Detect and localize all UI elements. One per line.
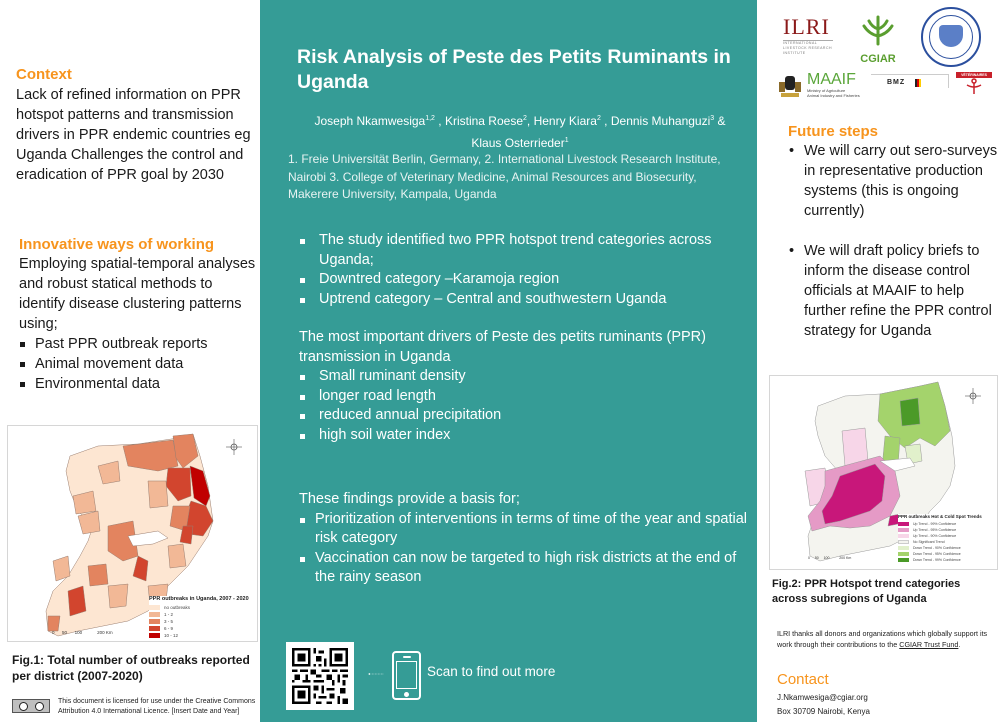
scan-label: Scan to find out more bbox=[427, 664, 556, 679]
cgiar-logo: CGIAR bbox=[853, 14, 903, 65]
north-arrow-icon bbox=[226, 439, 242, 455]
arrow-left-icon bbox=[360, 673, 392, 675]
basis-section bbox=[299, 490, 754, 588]
innovative-text: Employing spatial-temporal analyses and robust statical methods to identify disease clustering patterns using; bbox=[19, 256, 256, 332]
innovative-heading: Innovative ways of working bbox=[19, 236, 215, 253]
legend-row: 3 - 5 bbox=[149, 618, 257, 624]
license-text: This document is licensed for use under the Creative Commons Attribution 4.0 International Licence. [Insert Date and Year] bbox=[58, 698, 256, 715]
fig2-caption: Fig.2: PPR Hotspot trend categories across subregions of Uganda bbox=[772, 578, 961, 605]
list-item: • We will draft policy briefs to inform the disease control officials at MAAIF to help further refine the PPR control strategy for Uganda bbox=[788, 241, 1000, 341]
future-steps-heading: Future steps bbox=[788, 123, 879, 140]
legend-row: Up Trend - 95% Confidence bbox=[898, 527, 996, 532]
center-panel bbox=[260, 0, 757, 722]
list-item: reduced annual precipitation bbox=[299, 406, 754, 426]
hotspot-trend-map bbox=[769, 375, 998, 570]
partner-logos bbox=[771, 4, 1000, 104]
legend-row: 6 - 9 bbox=[149, 625, 257, 631]
outbreak-map-legend bbox=[149, 596, 257, 639]
fig1-caption: Fig.1: Total number of outbreaks reported per district (2007-2020) bbox=[12, 653, 250, 683]
list-item: Environmental data bbox=[19, 374, 259, 394]
contact-heading: Contact bbox=[777, 671, 829, 688]
list-item: longer road length bbox=[299, 387, 754, 407]
legend-row: Down Trend - 99% Confidence bbox=[898, 557, 996, 562]
legend-title: PPR outbreaks Hot & Cold Spot Trends bbox=[898, 514, 982, 519]
scale-bar: 0 50 100 200 Km bbox=[808, 556, 852, 560]
list-item: Uptrend category – Central and southwestern Uganda bbox=[299, 290, 754, 310]
contact-address: Box 30709 Nairobi, Kenya bbox=[777, 707, 870, 716]
creative-commons-icon bbox=[12, 699, 50, 713]
legend-row: 10 - 12 bbox=[149, 632, 257, 638]
list-item: Small ruminant density bbox=[299, 367, 754, 387]
list-item: Prioritization of interventions in terms of time of the year and spatial risk category bbox=[299, 510, 754, 549]
poster-title: Risk Analysis of Peste des Petits Ruminants in Uganda bbox=[297, 46, 731, 93]
future-steps-section bbox=[788, 123, 1000, 341]
vsf-figure-icon bbox=[966, 78, 982, 96]
findings-section bbox=[299, 231, 754, 445]
drivers-intro: The most important drivers of Peste des petits ruminants (PPR) transmission in Uganda bbox=[299, 329, 706, 365]
affiliations: 1. Freie Universität Berlin, Germany, 2. International Livestock Research Institute, Nairobi 3. College of Veterinary Medicine, Animal Resources and Biosecurity, Makerere University, Kampala, Uganda bbox=[288, 152, 721, 201]
cgiar-wheat-icon bbox=[861, 14, 895, 48]
list-item: • We will carry out sero-surveys in representative production systems (this is ongoing currently) bbox=[788, 141, 1000, 221]
license-block bbox=[12, 697, 257, 717]
bmz-logo: BMZ bbox=[871, 74, 949, 88]
qr-code-icon bbox=[292, 648, 348, 704]
innovative-list bbox=[19, 334, 259, 394]
left-column bbox=[0, 0, 260, 722]
legend-row: Down Trend - 95% Confidence bbox=[898, 551, 996, 556]
list-item: Animal movement data bbox=[19, 354, 259, 374]
north-arrow-icon bbox=[965, 388, 981, 404]
list-item: The study identified two PPR hotspot trend categories across Uganda; bbox=[299, 231, 754, 270]
basis-intro: These findings provide a basis for; bbox=[299, 491, 520, 507]
contact-details bbox=[777, 691, 870, 719]
list-item: Past PPR outbreak reports bbox=[19, 334, 259, 354]
acknowledgement: ILRI thanks all donors and organizations which globally support its work through their contributions to the CGIAR Trust Fund. bbox=[777, 629, 988, 649]
scale-bar: 0 50 100 200 Km bbox=[52, 630, 113, 635]
legend-title: PPR outbreaks in Uganda, 2007 - 2020 bbox=[149, 596, 249, 602]
uganda-coat-of-arms bbox=[779, 74, 801, 100]
legend-row: Up Trend - 90% Confidence bbox=[898, 533, 996, 538]
hotspot-map-legend bbox=[898, 514, 996, 563]
qr-code[interactable] bbox=[286, 642, 354, 710]
contact-email[interactable]: J.Nkamwesiga@cgiar.org bbox=[777, 693, 868, 702]
cgiar-trust-fund-link[interactable]: CGIAR Trust Fund bbox=[899, 639, 959, 649]
future-steps-list bbox=[788, 141, 1000, 341]
context-heading: Context bbox=[16, 66, 72, 83]
authors: Joseph Nkamwesiga$^{1,2}$ , Kristina Roese$^2$, Henry Kiara$^2$ , Dennis Muhanguzi$^3$ & Klaus Osterrieder$^1$ bbox=[314, 114, 726, 150]
ilri-logo: ILRI INTERNATIONAL LIVESTOCK RESEARCH INSTITUTE bbox=[783, 14, 833, 55]
fu-berlin-seal bbox=[921, 7, 981, 67]
basis-list bbox=[299, 510, 754, 588]
maaif-logo: MAAIF Ministry of Agriculture Animal Industry and Fisheries bbox=[807, 71, 860, 98]
context-section bbox=[16, 66, 256, 185]
drivers-list bbox=[299, 367, 754, 445]
right-column bbox=[757, 0, 1000, 722]
list-item: Vaccination can now be targeted to high risk districts at the end of the rainy season bbox=[299, 549, 754, 588]
findings-list bbox=[299, 231, 754, 309]
outbreak-map bbox=[7, 425, 258, 642]
context-text: Lack of refined information on PPR hotspot patterns and transmission drivers in PPR endemic countries eg Uganda Challenges the control and eradication of PPR goal by 2030 bbox=[16, 87, 251, 183]
legend-row: Down Trend - 90% Confidence bbox=[898, 545, 996, 550]
vsf-logo: VÉTÉRINAIRES bbox=[956, 72, 992, 102]
legend-row: 1 - 2 bbox=[149, 611, 257, 617]
smartphone-icon bbox=[392, 651, 421, 700]
legend-row: Up Trend - 99% Confidence bbox=[898, 521, 996, 526]
list-item: Downtred category –Karamoja region bbox=[299, 270, 754, 290]
legend-row: no outbreaks bbox=[149, 604, 257, 610]
list-item: high soil water index bbox=[299, 426, 754, 446]
innovative-section bbox=[19, 236, 259, 394]
legend-row: No Significant Trend bbox=[898, 539, 996, 544]
